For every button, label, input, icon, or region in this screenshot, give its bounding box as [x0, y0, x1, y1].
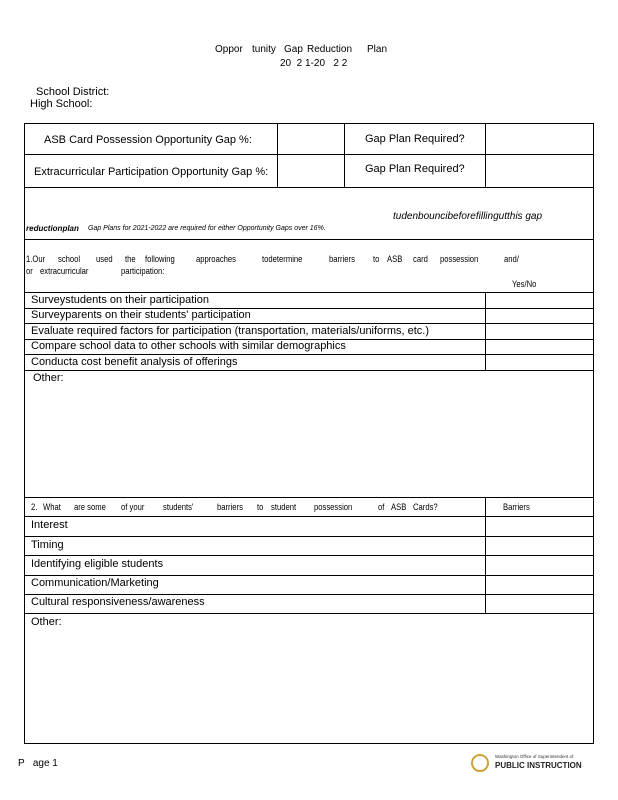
title-word: Plan	[367, 44, 388, 55]
title-word: Gap	[284, 44, 303, 55]
prompt-word: ASB	[387, 254, 403, 264]
barrier-item: Communication/Marketing	[31, 577, 159, 589]
prompt-word: the	[125, 254, 136, 264]
title-word: tunity	[252, 44, 276, 55]
title-year: 20 2 1-20 2 2	[280, 58, 348, 69]
prompt-word: What	[43, 502, 61, 512]
prompt-word: and/	[504, 254, 519, 264]
yes-no-field[interactable]	[486, 324, 593, 339]
title-word: Reduction	[307, 44, 353, 55]
prompt-word: or	[26, 266, 33, 276]
prompt-word: possession	[314, 502, 353, 512]
prompt-word: are some	[74, 502, 106, 512]
yes-no-field[interactable]	[486, 340, 593, 354]
prompt-word: students'	[163, 502, 194, 512]
instruction-italic: tudenbouncibeforefillingutthis gap	[393, 211, 542, 222]
asb-gap-plan-answer-field[interactable]	[486, 124, 593, 154]
extracurricular-gap-plan-question: Gap Plan Required?	[365, 163, 465, 175]
prompt-word: of	[378, 502, 385, 512]
prompt-word: todetermine	[262, 254, 303, 264]
section2-other-field[interactable]	[25, 614, 593, 743]
prompt-word: of your	[121, 502, 145, 512]
approach-item: Surveyparents on their students' participation	[31, 309, 251, 321]
prompt-word: to	[373, 254, 380, 264]
barrier-item: Timing	[31, 539, 64, 551]
barrier-field[interactable]	[486, 576, 593, 594]
prompt-word: possession	[440, 254, 479, 264]
barrier-field[interactable]	[486, 595, 593, 613]
prompt-word: used	[96, 254, 113, 264]
approach-item: Evaluate required factors for participation (transportation, materials/uniforms, etc.)	[31, 325, 430, 337]
extracurricular-gap-plan-answer-field[interactable]	[486, 155, 593, 187]
prompt-word: barriers	[217, 502, 243, 512]
barrier-item: Cultural responsiveness/awareness	[31, 596, 205, 608]
prompt-word: school	[58, 254, 81, 264]
barrier-item: Identifying eligible students	[31, 558, 164, 570]
approach-item: Compare school data to other schools with similar demographics	[31, 340, 346, 352]
prompt-word: extracurricular	[40, 266, 89, 276]
prompt-word: 2.	[31, 502, 38, 512]
section1-other-field[interactable]	[25, 371, 593, 497]
title-word: Oppor	[215, 44, 243, 55]
prompt-word: approaches	[196, 254, 236, 264]
prompt-word: to	[257, 502, 264, 512]
ospi-seal-icon	[471, 754, 489, 772]
extracurricular-gap-label: Extracurricular Participation Opportunity Gap %:	[34, 166, 269, 178]
instruction-note: Gap Plans for 2021-2022 are required for either Opportunity Gaps over 16%.	[88, 225, 326, 232]
prompt-word: student	[271, 502, 297, 512]
yes-no-field[interactable]	[486, 309, 593, 323]
approach-item: Conducta cost benefit analysis of offerings	[31, 356, 238, 368]
asb-gap-plan-question: Gap Plan Required?	[365, 133, 465, 145]
high-school-label: High School:	[30, 98, 93, 110]
prompt-word: participation:	[121, 266, 165, 276]
barrier-item: Interest	[31, 519, 68, 531]
yes-no-field[interactable]	[486, 355, 593, 370]
section1-other-label: Other:	[33, 372, 64, 384]
asb-gap-percent-field[interactable]	[278, 124, 344, 154]
logo-big-text: PUBLIC INSTRUCTION	[495, 761, 582, 770]
school-district-label: School District:	[36, 86, 110, 98]
barrier-field[interactable]	[486, 556, 593, 575]
yes-no-field[interactable]	[486, 293, 593, 308]
prompt-word: Cards?	[413, 502, 438, 512]
extracurricular-gap-percent-field[interactable]	[278, 155, 344, 187]
barriers-header: Barriers	[503, 502, 530, 512]
instruction-reduction-plan: reductionplan	[26, 224, 79, 233]
barrier-field[interactable]	[486, 537, 593, 555]
page-number: P age 1	[18, 758, 58, 769]
prompt-word: 1.Our	[26, 254, 46, 264]
ospi-logo	[471, 753, 591, 775]
logo-small-text: Washington Office of Superintendent of	[495, 754, 574, 759]
yes-no-header: Yes/No	[512, 279, 537, 289]
approach-item: Surveystudents on their participation	[31, 294, 209, 306]
prompt-word: card	[413, 254, 428, 264]
prompt-word: ASB	[391, 502, 407, 512]
barrier-field[interactable]	[486, 517, 593, 536]
prompt-word: barriers	[329, 254, 355, 264]
section2-other-label: Other:	[31, 616, 62, 628]
prompt-word: following	[145, 254, 175, 264]
asb-gap-label: ASB Card Possession Opportunity Gap %:	[44, 134, 252, 146]
